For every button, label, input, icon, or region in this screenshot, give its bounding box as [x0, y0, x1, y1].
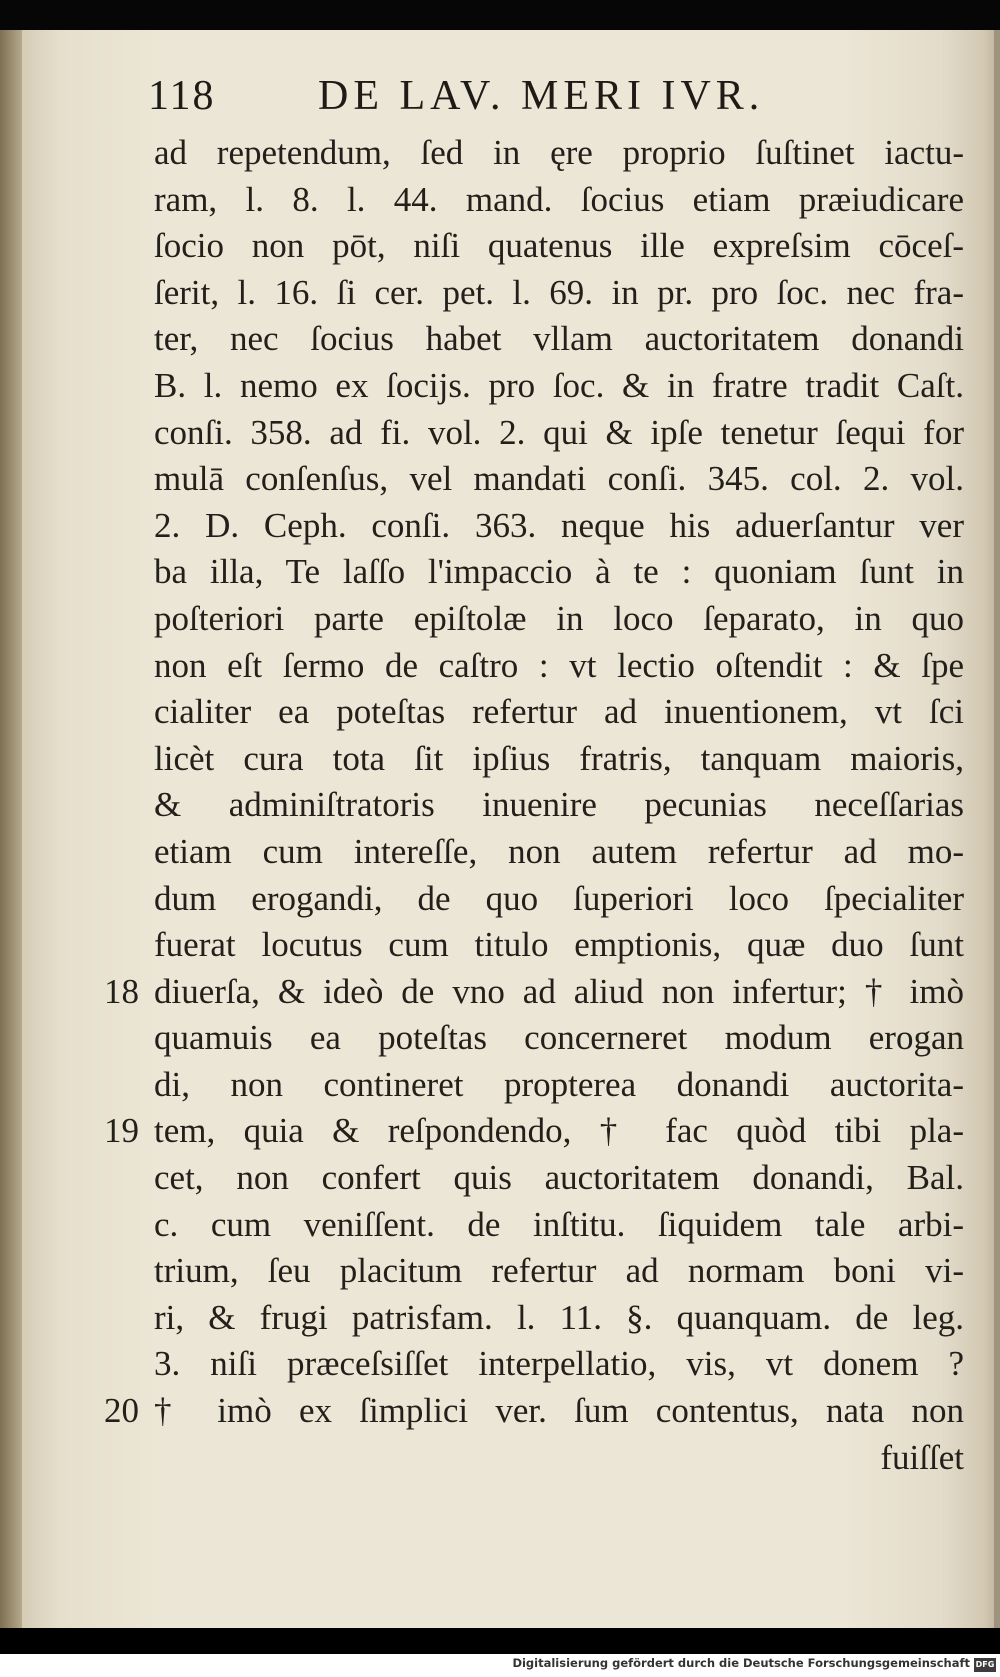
- text-line: [154, 503, 964, 550]
- line-text: licèt cura tota ſit ipſius fratris, tanquam maioris,: [154, 738, 964, 778]
- text-line: [104, 969, 964, 1016]
- line-text: B. l. nemo ex ſocijs. pro ſoc. & in fratre tradit Caſt.: [154, 365, 964, 405]
- line-text: ad repetendum, ſed in ęre proprio ſuſtinet iactu-: [154, 133, 964, 172]
- line-text: 3. niſi præceſsiſſet interpellatio, vis, vt donem ?: [154, 1344, 964, 1384]
- line-text: etiam cum intereſſe, non autem refertur ad mo-: [154, 831, 964, 871]
- line-text: non eſt ſermo de caſtro : vt lectio oſtendit : & ſpe: [154, 645, 964, 685]
- line-text: di, non contineret propterea donandi auctorita-: [154, 1064, 964, 1104]
- line-text: ter, nec ſocius habet vllam auctoritatem donandi: [154, 319, 964, 359]
- line-text: conſi. 358. ad fi. vol. 2. qui & ipſe tenetur ſequi for: [154, 412, 964, 452]
- line-text: cialiter ea poteſtas refertur ad inuentionem, vt ſci: [154, 692, 964, 732]
- line-text: & adminiſtratoris inuenire pecunias neceſſarias: [154, 785, 964, 825]
- line-text: tem, quia & reſpondendo, † fac quòd tibi pla-: [154, 1111, 964, 1151]
- line-text: dum erogandi, de quo ſuperiori loco ſpecialiter: [154, 878, 964, 918]
- line-text: ſocio non pōt, niſi quatenus ille expreſsim cōceſ-: [154, 226, 964, 266]
- line-text: fuerat locutus cum titulo emptionis, quæ duo ſunt: [154, 925, 964, 965]
- line-text: ri, & frugi patrisfam. l. 11. §. quanquam. de leg.: [154, 1297, 964, 1337]
- text-line: [154, 316, 964, 363]
- scan-top-border: [0, 0, 1000, 30]
- text-line: [154, 177, 964, 224]
- text-line: [154, 876, 964, 923]
- line-text: mulā conſenſus, vel mandati conſi. 345. col. 2. vol.: [154, 459, 964, 499]
- text-line: [154, 410, 964, 457]
- page-edge: [994, 30, 1000, 1628]
- text-line: [154, 1202, 964, 1249]
- marginal-note-number: 20: [104, 1391, 139, 1431]
- text-line: [154, 1248, 964, 1295]
- text-line: [104, 1388, 964, 1435]
- text-line: [154, 736, 964, 783]
- text-line: [154, 1015, 964, 1062]
- text-line: [154, 1295, 964, 1342]
- funding-credit: Digitalisierung gefördert durch die Deutsche Forschungsgemeinschaft: [512, 1656, 970, 1670]
- text-line: [154, 922, 964, 969]
- line-text: trium, ſeu placitum refertur ad normam boni vi-: [154, 1251, 964, 1291]
- text-line: [104, 1108, 964, 1155]
- text-line: [154, 596, 964, 643]
- marginal-note-number: 18: [104, 971, 139, 1011]
- line-text: quamuis ea poteſtas concerneret modum erogan: [154, 1018, 964, 1058]
- line-text: poſteriori parte epiſtolæ in loco ſeparato, in quo: [154, 598, 964, 638]
- text-line: [154, 363, 964, 410]
- running-head: DE LAV. MERI IVR.: [318, 73, 765, 119]
- text-line: [154, 643, 964, 690]
- text-line: [154, 456, 964, 503]
- line-text: c. cum veniſſent. de inſtitu. ſiquidem tale arbi-: [154, 1204, 964, 1244]
- line-text: ba illa, Te laſſo l'impaccio à te : quoniam ſunt in: [154, 552, 964, 592]
- text-line: [154, 829, 964, 876]
- page-header: [148, 72, 808, 122]
- line-text: diuerſa, & ideò de vno ad aliud non infertur; † imò: [154, 971, 964, 1011]
- dfg-logo: DFG: [974, 1658, 996, 1672]
- text-line: [154, 1062, 964, 1109]
- footer-strip: [0, 1654, 1000, 1677]
- line-text: cet, non confert quis auctoritatem donandi, Bal.: [154, 1158, 964, 1198]
- page-number: 118: [148, 73, 216, 119]
- text-line: [154, 1155, 964, 1202]
- book-binding-edge: [0, 30, 22, 1628]
- line-text: ſerit, l. 16. ſi cer. pet. l. 69. in pr. pro ſoc. nec fra-: [154, 272, 964, 312]
- text-line: [154, 782, 964, 829]
- line-text: † imò ex ſimplici ver. ſum contentus, nata non: [154, 1391, 964, 1431]
- catchword: fuiſſet: [880, 1437, 964, 1477]
- text-line: [154, 130, 964, 177]
- text-line: [154, 1341, 964, 1388]
- body-text: [104, 130, 964, 1481]
- marginal-note-number: 19: [104, 1111, 139, 1151]
- text-line: [154, 549, 964, 596]
- text-line: [154, 689, 964, 736]
- text-line: [154, 270, 964, 317]
- line-text: ram, l. 8. l. 44. mand. ſocius etiam præiudicare: [154, 179, 964, 219]
- text-line: [154, 223, 964, 270]
- line-text: 2. D. Ceph. conſi. 363. neque his aduerſantur ver: [154, 505, 964, 545]
